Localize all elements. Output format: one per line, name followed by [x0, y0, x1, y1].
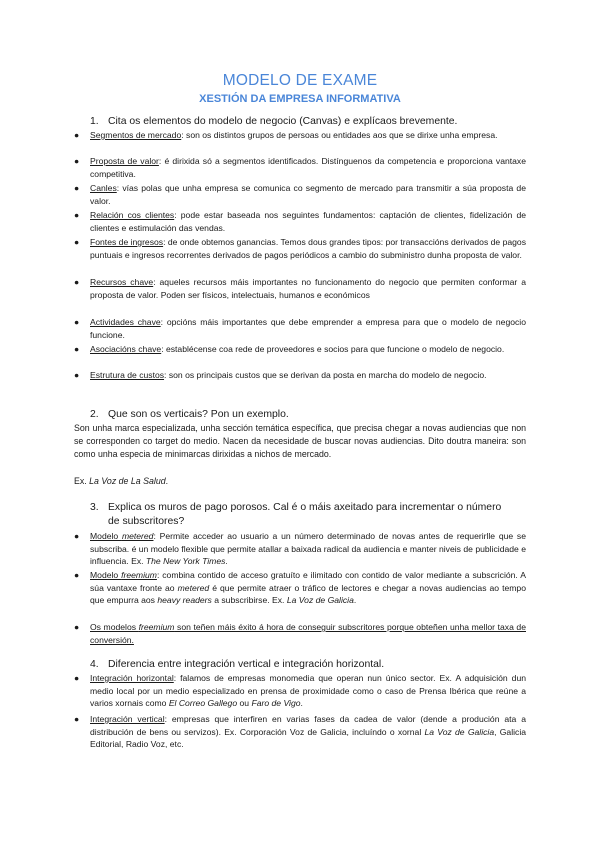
bullet-icon: ●: [74, 130, 80, 140]
list-item: [74, 129, 526, 142]
item-term: Asociacións chave: [90, 344, 162, 354]
bullet-icon: ●: [74, 210, 80, 220]
question-number: 3.: [90, 502, 99, 513]
question-text: Cita os elementos do modelo de negocio (Canvas) e explícaos brevemente.: [108, 116, 458, 127]
item-term: Modelo metered: [90, 531, 154, 541]
bullet-icon: ●: [74, 370, 80, 380]
bullet-icon: ●: [74, 714, 80, 724]
item-term: Relación cos clientes: [90, 210, 175, 220]
document-subtitle: XESTIÓN DA EMPRESA INFORMATIVA: [199, 93, 401, 105]
list-item: [74, 369, 526, 382]
bullet-icon: ●: [74, 344, 80, 354]
list-item: ● Modelo freemium: combina contido de acceso gratuíto e ilimitado con contido de valor mediante a subscrición. A súa vantaxe fronte ao metered é que permite atraer o tráfico de lectores e chegar a novas audiencias ao tempo que empurra aos heavy readers a subscribirse. Ex. La Voz de Galicia.: [74, 570, 526, 606]
bullet-icon: ●: [74, 531, 80, 541]
bullet-icon: ●: [74, 237, 80, 247]
question-number: 4.: [90, 659, 99, 670]
bullet-icon: ●: [74, 156, 80, 166]
item-term: Integración vertical: [90, 714, 165, 724]
item-term: Fontes de ingresos: [90, 237, 164, 247]
item-text: : de onde obtemos ganancias. Temos dous grandes tipos: por transaccións derivados de pagos puntuais e ingresos recorrentes derivados de pagos periódicos a cambio do subministro dunha proposta de valor.: [90, 237, 527, 260]
item-text: : son os principais custos que se derivan da posta en marcha do modelo de negocio.: [164, 370, 487, 380]
item-term: Recursos chave: [90, 277, 154, 287]
item-term: Segmentos de mercado: [90, 130, 182, 140]
example-title: La Voz de Galicia: [286, 595, 354, 606]
question-number: 2.: [90, 409, 99, 420]
list-item: ● Integración horizontal: falamos de empresas monomedia que operan nun único sector. Ex. A adquisición dun medio local por un medio especializado en prensa de proximidade como o caso de Prensa Ibérica que reúne a varios xornais como El Correo Gallego ou Faro de Vigo.: [74, 673, 526, 709]
item-term: Actividades chave: [90, 317, 161, 327]
list-item: [74, 343, 526, 356]
question-text-line-1: Explica os muros de pago porosos. Cal é o máis axeitado para incrementar o número: [108, 502, 502, 513]
item-term: Estrutura de custos: [90, 370, 165, 380]
document-title: MODELO DE EXAME: [222, 72, 378, 89]
list-item: [74, 316, 526, 341]
item-text: : opcións máis importantes que debe emprender a empresa para que o modelo de negocio funcione.: [90, 317, 526, 340]
example-title: The New York Times: [145, 556, 226, 567]
list-item: ● Integración vertical: empresas que interfiren en varias fases da cadea de valor (dende a produción ata a distribución de bens ou servizos). Ex. Corporación Voz de Galicia, incluíndo o xornal La Voz de Galicia, Galicia Editorial, Radio Voz, etc.: [74, 714, 527, 750]
item-term: Canles: [90, 183, 117, 193]
bullet-icon: ●: [74, 570, 80, 580]
list-item: ● Modelo metered: Permite acceder ao usuario a un número determinado de novas antes de requerirlle que se subscriba. é un modelo flexible que permite atallar a baixada radical da audiencia e manter niveis de publicidade e influencia. Ex. The New York Times.: [74, 531, 526, 567]
question-number: 1.: [90, 116, 99, 127]
item-term: Proposta de valor: [90, 156, 159, 166]
bullet-icon: ●: [74, 622, 80, 632]
list-item: [74, 276, 526, 301]
bullet-icon: ●: [74, 277, 80, 287]
item-text: : aqueles recursos máis importantes no funcionamento do negocio que permiten conformar a proposta de valor. Poden ser físicos, intelectuais, humanos e económicos: [90, 277, 526, 300]
example-title: La Voz de La Salud: [89, 476, 166, 486]
answer-example: Ex. La Voz de La Salud.: [74, 476, 169, 486]
question-text-line-2: de subscritores?: [108, 516, 185, 527]
question-3-continued: [108, 515, 528, 529]
list-item: [74, 155, 526, 180]
item-term: Integración horizontal: [90, 673, 174, 683]
bullet-icon: ●: [74, 317, 80, 327]
item-text: : vías polas que unha empresa se comunica co segmento de mercado para transmitir a súa proposta de valor.: [90, 183, 526, 206]
answer-paragraph: Son unha marca especializada, unha sección temática específica, que precisa chegar a novas audiencias que non se corresponden co target do medio. Nacen da necesidade de buscar novas audiencias. Dito doutra maneira: son como unha especia de minimarcas dirixidas a nichos de mercado.: [74, 423, 526, 460]
item-term: Modelo freemium: [90, 570, 157, 580]
question-text: Que son os verticais? Pon un exemplo.: [108, 409, 289, 420]
question-text: Diferencia entre integración vertical e integración horizontal.: [108, 659, 385, 670]
bullet-icon: ●: [74, 673, 80, 683]
list-item-conclusion: ● Os modelos freemium son teñen máis éxito á hora de conseguir subscritores porque obteñen unha mellor taxa de conversión.: [74, 622, 526, 645]
list-item: [74, 209, 526, 234]
item-text: : pode estar baseada nos seguintes fundamentos: captación de clientes, fidelización de clientes e estimulación das vendas.: [90, 210, 526, 233]
item-text: : son os distintos grupos de persoas ou entidades aos que se dirixe unha empresa.: [181, 130, 498, 140]
item-text: : é dirixida só a segmentos identificados. Distínguenos da competencia e proporciona vantaxe competitiva.: [90, 156, 526, 179]
item-text: : establécense coa rede de proveedores e socios para que funcione o modelo de negocio.: [161, 344, 505, 354]
list-item: [74, 182, 526, 207]
bullet-icon: ●: [74, 183, 80, 193]
list-item: [74, 236, 527, 261]
